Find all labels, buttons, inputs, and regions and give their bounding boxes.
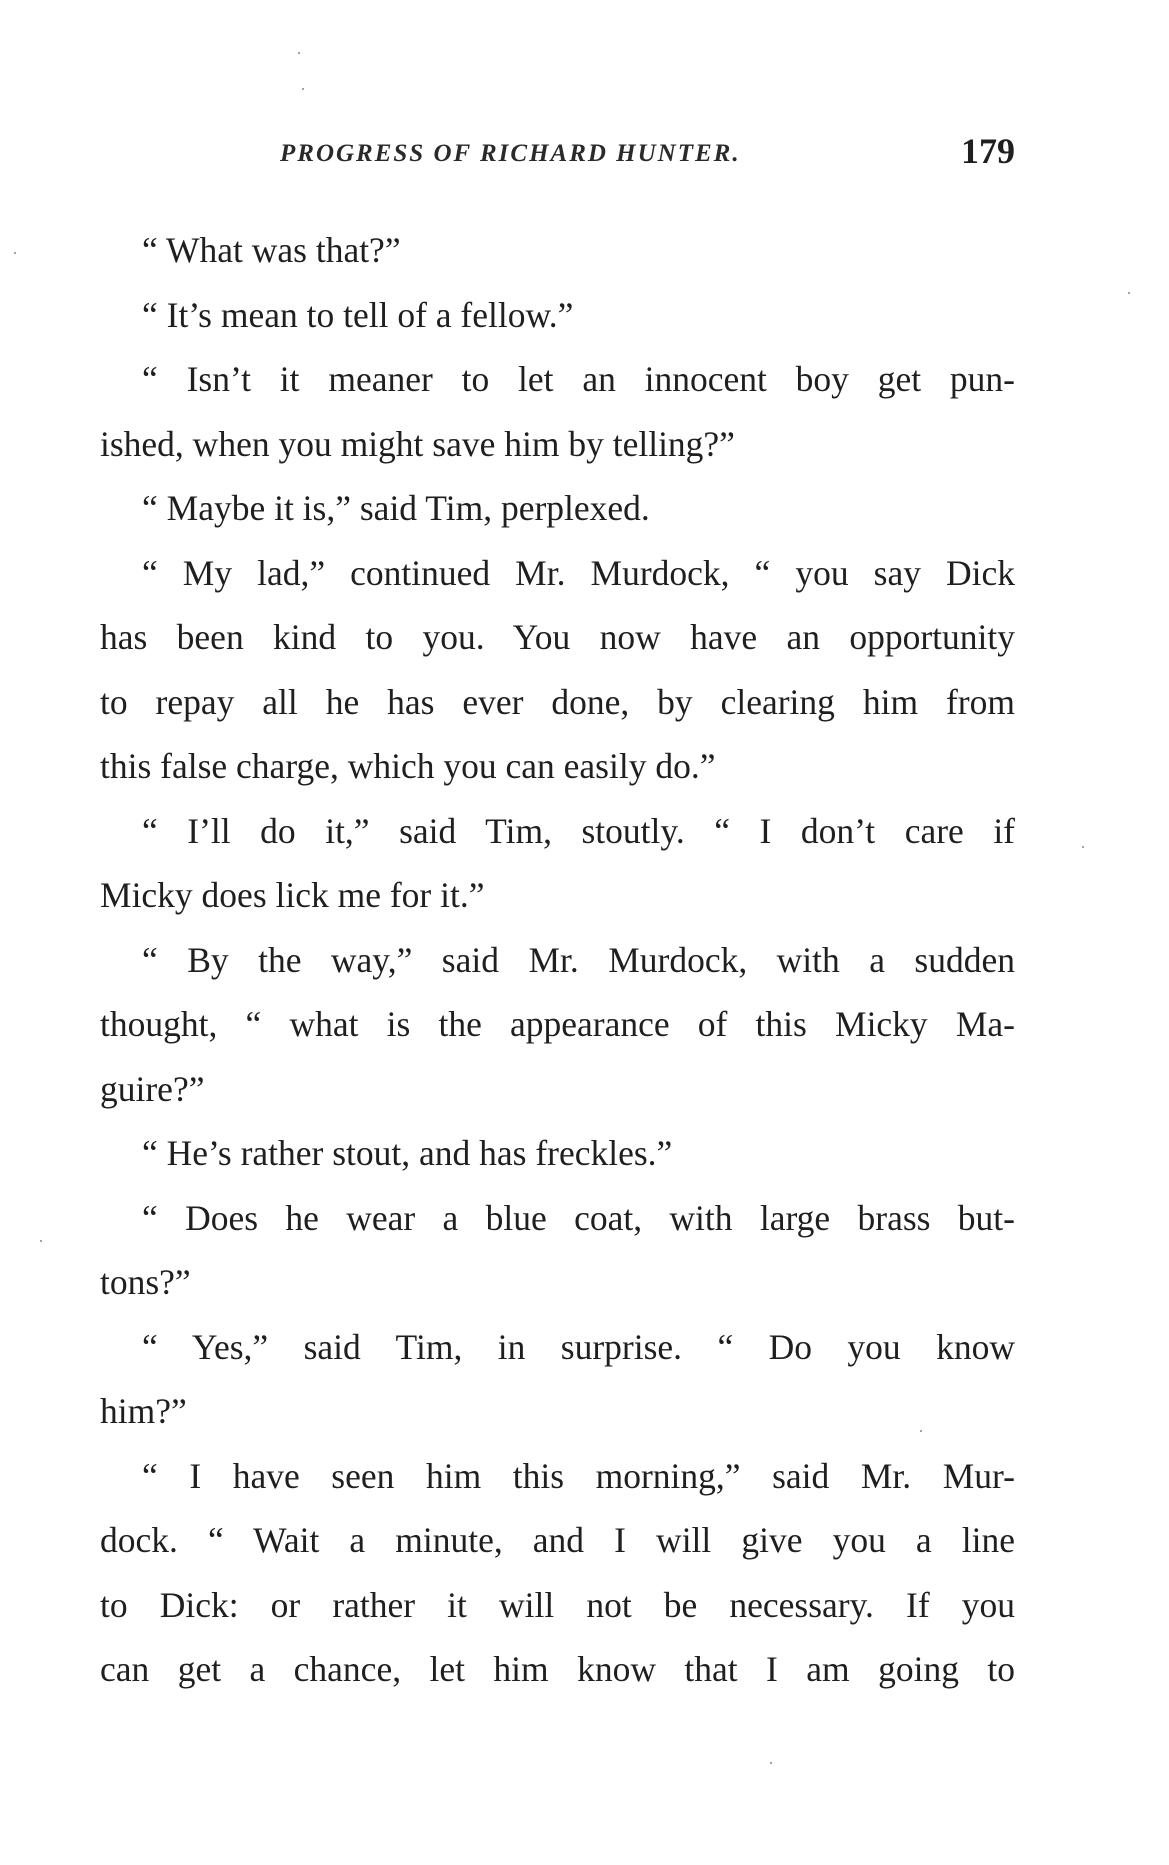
text-line: guire?” bbox=[100, 1068, 205, 1109]
text-line: “ Yes,” said Tim, in surprise. “ Do you know bbox=[142, 1326, 1015, 1367]
page-number: 179 bbox=[961, 131, 1015, 171]
scan-speck bbox=[302, 88, 304, 90]
running-head bbox=[100, 130, 1015, 180]
running-title: PROGRESS OF RICHARD HUNTER. bbox=[280, 140, 741, 167]
body-text bbox=[100, 218, 1015, 1702]
text-line: ished, when you might save him by telling?” bbox=[100, 423, 735, 464]
text-line: “ My lad,” continued Mr. Murdock, “ you say Dick bbox=[142, 552, 1015, 593]
text-line: dock. “ Wait a minute, and I will give you a line bbox=[100, 1520, 1015, 1560]
text-line: “ I’ll do it,” said Tim, stoutly. “ I don’t care if bbox=[142, 810, 1015, 851]
scan-speck bbox=[920, 1430, 922, 1432]
text-line: “ I have seen him this morning,” said Mr. Mur- bbox=[142, 1455, 1015, 1496]
scan-speck bbox=[1082, 846, 1084, 848]
text-line: to repay all he has ever done, by clearing him from bbox=[100, 681, 1015, 722]
text-line: thought, “ what is the appearance of this Micky Ma- bbox=[100, 1004, 1015, 1044]
text-line: “ Maybe it is,” said Tim, perplexed. bbox=[142, 488, 650, 528]
text-line: “ It’s mean to tell of a fellow.” bbox=[142, 294, 574, 335]
text-line: has been kind to you. You now have an opportunity bbox=[100, 617, 1015, 657]
text-line: him?” bbox=[100, 1391, 187, 1431]
text-line: “ Isn’t it meaner to let an innocent boy get pun- bbox=[142, 359, 1015, 399]
text-line: Micky does lick me for it.” bbox=[100, 875, 485, 915]
scan-speck bbox=[40, 1240, 42, 1242]
scan-speck bbox=[770, 1762, 772, 1764]
scan-speck bbox=[14, 252, 16, 254]
text-line: “ Does he wear a blue coat, with large brass but- bbox=[142, 1197, 1015, 1238]
text-line: this false charge, which you can easily do.” bbox=[100, 746, 716, 786]
text-line: can get a chance, let him know that I am going to bbox=[100, 1649, 1015, 1689]
text-line: to Dick: or rather it will not be necessary. If you bbox=[100, 1584, 1015, 1625]
text-line: “ He’s rather stout, and has freckles.” bbox=[142, 1133, 673, 1173]
scan-speck bbox=[298, 52, 300, 54]
scan-speck bbox=[1128, 292, 1130, 294]
text-line: tons?” bbox=[100, 1262, 191, 1302]
text-line: “ What was that?” bbox=[142, 230, 401, 270]
text-line: “ By the way,” said Mr. Murdock, with a sudden bbox=[142, 939, 1015, 980]
